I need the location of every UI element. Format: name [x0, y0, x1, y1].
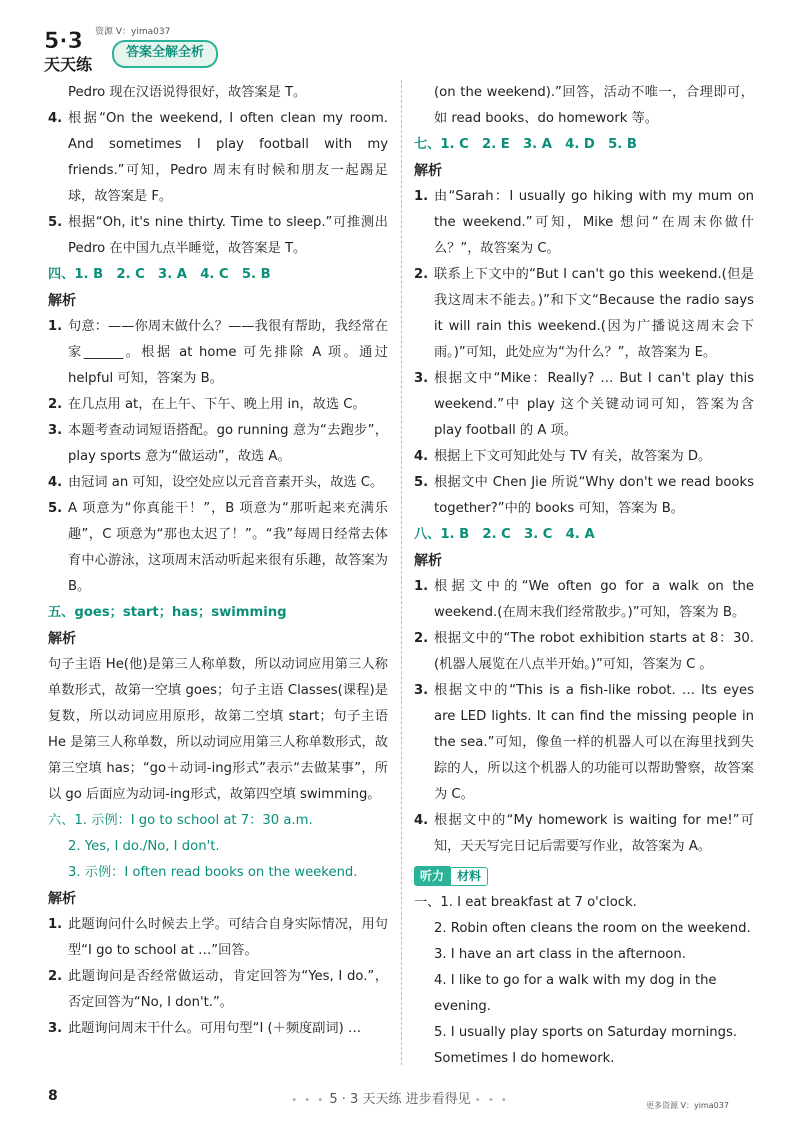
watermark: 资源 V：yima037	[95, 27, 171, 37]
section-answers: 六、1. 示例：I go to school at 7：30 a.m.	[48, 813, 313, 828]
list-item: 1. 根据文中的“We often go for a walk on the weekend.(在周末我们经常散步。)”可知，答案为 B。	[414, 579, 754, 620]
listening-material-tag	[414, 866, 488, 886]
transcript-line: 4. I like to go for a walk with my dog in the evening.	[434, 973, 717, 1014]
list-item: 4. 根据“On the weekend, I often clean my room. And sometimes I play football with my friends.”可知，Pedro 周末有时候和朋友一起踢足球，故答案是 F。	[48, 111, 388, 204]
list-item: 5. 根据“Oh, it's nine thirty. Time to sleep.”可推测出 Pedro 在中国九点半睡觉，故答案是 T。	[48, 215, 388, 256]
analysis-heading: 解析	[48, 631, 76, 647]
tag-label: 材料	[450, 867, 488, 886]
list-item: 2. 在几点用 at，在上午、下午、晚上用 in，故选 C。	[48, 397, 366, 412]
analysis-heading: 解析	[48, 891, 76, 907]
section-answers: 七、1. C 2. E 3. A 4. D 5. B	[414, 137, 637, 152]
right-column	[414, 80, 754, 1072]
list-item: 3. 根据文中的“This is a fish-like robot. … Its eyes are LED lights. It can find the missing people in the sea.”可知，像鱼一样的机器人可以在海里找到失踪的人，所以这个机器人的功能可以帮助警察，故答案为 C。	[414, 683, 754, 802]
page-number: 8	[48, 1088, 58, 1104]
list-item: 3. 本题考查动词短语搭配。go running 意为“去跑步”，play sports 意为“做运动”，故选 A。	[48, 423, 388, 464]
list-item: 1. 由“Sarah：I usually go hiking with my mum on the weekend.”可知，Mike 想问“在周末你做什么？”，故答案为 C。	[414, 189, 754, 256]
list-item: 4. 根据上下文可知此处与 TV 有关，故答案为 D。	[414, 449, 712, 464]
svg-text:5·3: 5·3	[44, 29, 83, 54]
footer-slogan-text: 5 · 3 天天练 进步看得见	[329, 1092, 471, 1107]
list-item: 5. A 项意为“你真能干！”，B 项意为“那听起来充满乐趣”，C 项意为“那也太迟了！”。“我”每周日经常去体育中心游泳，这项周末活动听起来很有乐趣，故答案为 B。	[48, 501, 388, 594]
left-column	[48, 80, 388, 1042]
transcript-line: 5. I usually play sports on Saturday mornings. Sometimes I do homework.	[434, 1025, 738, 1066]
transcript-line: 3. I have an art class in the afternoon.	[434, 947, 686, 962]
analysis-heading: 解析	[48, 293, 76, 309]
dots-decoration: • • •	[291, 1095, 326, 1106]
list-item: 2. 根据文中的“The robot exhibition starts at 8：30.(机器人展览在八点半开始。)”可知，答案为 C 。	[414, 631, 754, 672]
answer-line: 3. 示例：I often read books on the weekend.	[68, 865, 358, 880]
list-item: 5. 根据文中 Chen Jie 所说“Why don't we read books together?”中的 books 可知，答案为 B。	[414, 475, 754, 516]
transcript-line: 一、1. I eat breakfast at 7 o'clock.	[414, 895, 637, 910]
list-item: 3. 此题询问周末干什么。可用句型“I (＋频度副词) …	[48, 1021, 362, 1036]
analysis-heading: 解析	[414, 163, 442, 179]
answer-line: 2. Yes, I do./No, I don't.	[68, 839, 220, 854]
dots-decoration: • • •	[474, 1095, 509, 1106]
svg-text:天天练: 天天练	[44, 55, 93, 74]
section-answers: 五、goes；start；has；swimming	[48, 605, 287, 620]
list-item: 2. 此题询问是否经常做运动，肯定回答为“Yes, I do.”，否定回答为“No, I don't.”。	[48, 969, 388, 1010]
analysis-heading: 解析	[414, 553, 442, 569]
footer-watermark: 更多资源 V：yima037	[646, 1101, 729, 1110]
tag-label: 听力	[414, 866, 450, 886]
list-item: 4. 根据文中的“My homework is waiting for me!”可知，天天写完日记后需要写作业，故答案为 A。	[414, 813, 754, 854]
list-item: 4. 由冠词 an 可知，设空处应以元音音素开头，故选 C。	[48, 475, 384, 490]
list-item: 1. 此题询问什么时候去上学。可结合自身实际情况，用句型“I go to school at …”回答。	[48, 917, 388, 958]
section-answers: 四、1. B 2. C 3. A 4. C 5. B	[48, 267, 271, 282]
column-divider	[401, 80, 402, 1065]
list-item: 2. 联系上下文中的“But I can't go this weekend.(但是我这周末不能去。)”和下文“Because the radio says it will rain this weekend.(因为广播说这周末会下雨。)”可知，此处应为“为什么？”，故答案为 E。	[414, 267, 754, 360]
paragraph: 句子主语 He(他)是第三人称单数，所以动词应用第三人称单数形式，故第一空填 goes；句子主语 Classes(课程)是复数，所以动词应用原形，故第二空填 start；句子主语 He 是第三人称单数，所以动词应用第三人称单数形式，故第三空填 has；“go＋动词-ing形式”表示“去做某事”，所以 go 后面应为动词-ing形式，故第四空填 swimming。	[48, 657, 388, 802]
list-item: 1. 句意：——你周末做什么？——我很有帮助，我经常在家______。根据 at home 可先排除 A 项。通过 helpful 可知，答案为 B。	[48, 319, 388, 386]
list-item: 3. 根据文中“Mike：Really? … But I can't play this weekend.”中 play 这个关键动词可知，答案为含 play football 的 A 项。	[414, 371, 754, 438]
section-answers: 八、1. B 2. C 3. C 4. A	[414, 527, 595, 542]
paragraph: (on the weekend).”回答，活动不唯一，合理即可，如 read books、do homework 等。	[434, 85, 754, 126]
section-badge: 答案全解全析	[112, 40, 218, 68]
transcript-line: 2. Robin often cleans the room on the weekend.	[434, 921, 751, 936]
paragraph: Pedro 现在汉语说得很好，故答案是 T。	[68, 85, 307, 100]
